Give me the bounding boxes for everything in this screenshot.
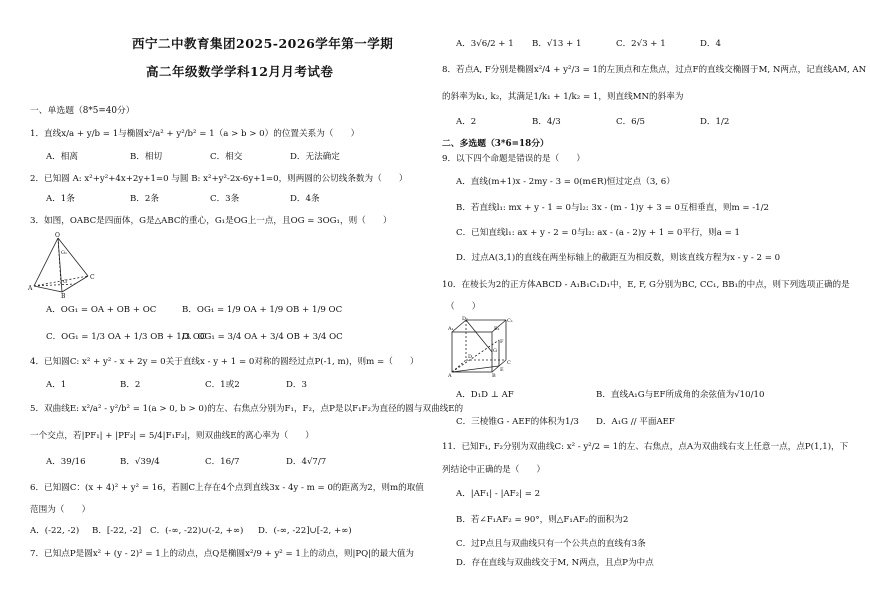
question-5-line1: 5．双曲线E: x²/a² - y²/b² = 1(a > 0, b > 0)的左、右焦点分别为F₁，F₂，点P是以F₁F₂为直径的圆与双曲线E的 <box>30 404 464 414</box>
q11-option-d: D．存在直线与双曲线交于M, N两点，且点P为中点 <box>456 558 654 568</box>
q9-option-a: A．直线(m+1)x - 2my - 3 = 0(m∈R)恒过定点（3, 6） <box>456 177 675 187</box>
cube-label-g: G <box>493 348 497 354</box>
q3-option-b: B．OG₁ = 1/9 OA + 1/9 OB + 1/9 OC <box>182 305 343 315</box>
cube-label-e: E <box>500 367 504 373</box>
q1-option-c: C．相交 <box>210 152 243 162</box>
question-3: 3．如图，OABC是四面体，G是△ABC的重心，G₁是OG上一点，且OG = 3OG₁，则（ ） <box>30 216 392 226</box>
q11-option-a: A．|AF₁| - |AF₂| = 2 <box>456 489 541 499</box>
q9-option-c: C．已知直线l₁: ax + y - 2 = 0与l₂: ax - (a - 2)y + 1 = 0平行，则a = 1 <box>456 228 740 238</box>
cube-label-c1: C₁ <box>507 318 513 324</box>
q4-option-d: D．3 <box>286 380 307 390</box>
q5-option-a: A．39/16 <box>46 457 86 467</box>
question-9: 9．以下四个命题是错误的是（ ） <box>442 154 585 164</box>
cube-label-a1: A₁ <box>448 326 454 332</box>
q2-option-d: D．4条 <box>290 194 320 204</box>
q2-option-b: B．2条 <box>130 194 159 204</box>
question-6-line2: 范围为（ ） <box>30 505 91 515</box>
tetra-label-g1: G₁ <box>61 250 67 256</box>
q10-option-a: A．D₁D ⊥ AF <box>456 390 514 400</box>
tetra-label-g: G <box>63 279 67 285</box>
cube-label-b: B <box>492 373 496 379</box>
q7-option-c: C．2√3 + 1 <box>616 39 666 49</box>
q3-option-a: A．OG₁ = OA + OB + OC <box>46 305 157 315</box>
q10-option-b: B．直线A₁G与EF所成角的余弦值为√10/10 <box>596 390 765 400</box>
section-multiple-choice: 二、多选题（3*6=18分） <box>442 139 549 149</box>
q7-option-d: D．4 <box>700 39 721 49</box>
q4-option-a: A．1 <box>46 380 67 390</box>
q1-option-b: B．相切 <box>130 152 163 162</box>
exam-title-line1: 西宁二中教育集团2025-2026学年第一学期 <box>132 36 394 51</box>
q1-option-a: A．相离 <box>46 152 78 162</box>
q3-option-c: C．OG₁ = 1/3 OA + 1/3 OB + 1/3 OC <box>46 332 207 342</box>
q7-option-a: A．3√6/2 + 1 <box>456 39 514 49</box>
cube-label-d1: D₁ <box>462 316 469 322</box>
q10-option-d: D．A₁G // 平面AEF <box>596 417 675 427</box>
q11-option-c: C．过P点且与双曲线只有一个公共点的直线有3条 <box>456 539 646 549</box>
q8-option-b: B．4/3 <box>532 117 561 127</box>
question-8-line2: 的斜率为k₁, k₂，其满足1/k₁ + 1/k₂ = 1，则直线MN的斜率为 <box>442 92 684 102</box>
q5-option-c: C．16/7 <box>205 457 240 467</box>
q6-option-b: B．[-22, -2] <box>92 526 142 536</box>
question-2: 2．已知圆 A: x²+y²+4x+2y+1=0 与圆 B: x²+y²-2x-6y+1=0，则两圆的公切线条数为（ ） <box>30 174 408 184</box>
q8-option-d: D．1/2 <box>700 117 730 127</box>
q2-option-c: C．3条 <box>210 194 240 204</box>
exam-title-line2: 高二年级数学学科12月月考试卷 <box>146 64 334 79</box>
q5-option-d: D．4√7/7 <box>286 457 327 467</box>
tetra-label-o: O <box>55 232 60 239</box>
q2-option-a: A．1条 <box>46 194 75 204</box>
cube-label-b1: B₁ <box>494 326 500 332</box>
q11-option-b: B．若∠F₁AF₂ = 90°，则△F₁AF₂的面积为2 <box>456 515 629 525</box>
question-8-line1: 8．若点A, F分别是椭圆x²/4 + y²/3 = 1的左顶点和左焦点，过点F的直线交椭圆于M, N两点，记直线AM, AN <box>442 65 867 75</box>
q6-option-c: C．(-∞, -22)∪(-2, +∞) <box>150 526 244 536</box>
q4-option-b: B．2 <box>120 380 141 390</box>
question-1: 1．直线x/a + y/b = 1与椭圆x²/a² + y²/b² = 1（a > b > 0）的位置关系为（ ） <box>30 129 360 139</box>
tetrahedron-figure <box>28 230 98 298</box>
question-11-line1: 11．已知F₁, F₂分别为双曲线C: x² - y²/2 = 1的左、右焦点，点A为双曲线右支上任意一点，点P(1,1)，下 <box>442 442 849 452</box>
tetra-label-b: B <box>61 293 66 300</box>
cube-label-a: A <box>448 373 452 379</box>
q8-option-c: C．6/5 <box>616 117 645 127</box>
question-10-line1: 10．在棱长为2的正方体ABCD - A₁B₁C₁D₁中，E, F, G分别为BC, CC₁, BB₁的中点，则下列选项正确的是 <box>442 280 850 290</box>
q4-option-c: C．1或2 <box>205 380 240 390</box>
cube-label-d: D <box>468 354 473 360</box>
question-4: 4．已知圆C: x² + y² - x + 2y = 0关于直线x - y + 1 = 0对称的圆经过点P(-1, m)，则m =（ ） <box>30 357 419 367</box>
q1-option-d: D．无法确定 <box>290 152 340 162</box>
tetra-label-a: A <box>28 285 33 292</box>
question-10-line2: （ ） <box>446 302 481 312</box>
tetra-label-c: C <box>90 274 95 281</box>
q10-option-c: C．三棱锥G - AEF的体积为1/3 <box>456 417 579 427</box>
cube-label-f: F <box>500 339 504 345</box>
q6-option-a: A．(-22, -2) <box>30 526 80 536</box>
q7-option-b: B．√13 + 1 <box>532 39 582 49</box>
cube-label-c: C <box>507 360 511 366</box>
q3-option-d: D．OG₁ = 3/4 OA + 3/4 OB + 3/4 OC <box>182 332 343 342</box>
question-6-line1: 6．已知圆C：(x + 4)² + y² = 16，若圆C上存在4个点到直线3x - 4y - m = 0的距离为2，则m的取值 <box>30 483 424 493</box>
q9-option-b: B．若直线l₁: mx + y - 1 = 0与l₂: 3x - (m - 1)y + 3 = 0互相垂直，则m = -1/2 <box>456 203 770 213</box>
question-7: 7．已知点P是圆x² + (y - 2)² = 1上的动点，点Q是椭圆x²/9 + y² = 1上的动点，则|PQ|的最大值为 <box>30 549 415 559</box>
q9-option-d: D．过点A(3,1)的直线在两坐标轴上的截距互为相反数，则该直线方程为x - y - 2 = 0 <box>456 253 781 263</box>
question-5-line2: 一个交点，若|PF₁| + |PF₂| = 5/4|F₁F₂|，则双曲线E的离心率为（ ） <box>30 431 314 441</box>
q8-option-a: A．2 <box>456 117 477 127</box>
q5-option-b: B．√39/4 <box>120 457 160 467</box>
q6-option-d: D．(-∞, -22]∪[-2, +∞) <box>258 526 352 536</box>
cube-figure <box>448 316 512 378</box>
section-single-choice: 一、单选题（8*5=40分） <box>30 106 135 116</box>
question-11-line2: 列结论中正确的是（ ） <box>442 465 546 475</box>
